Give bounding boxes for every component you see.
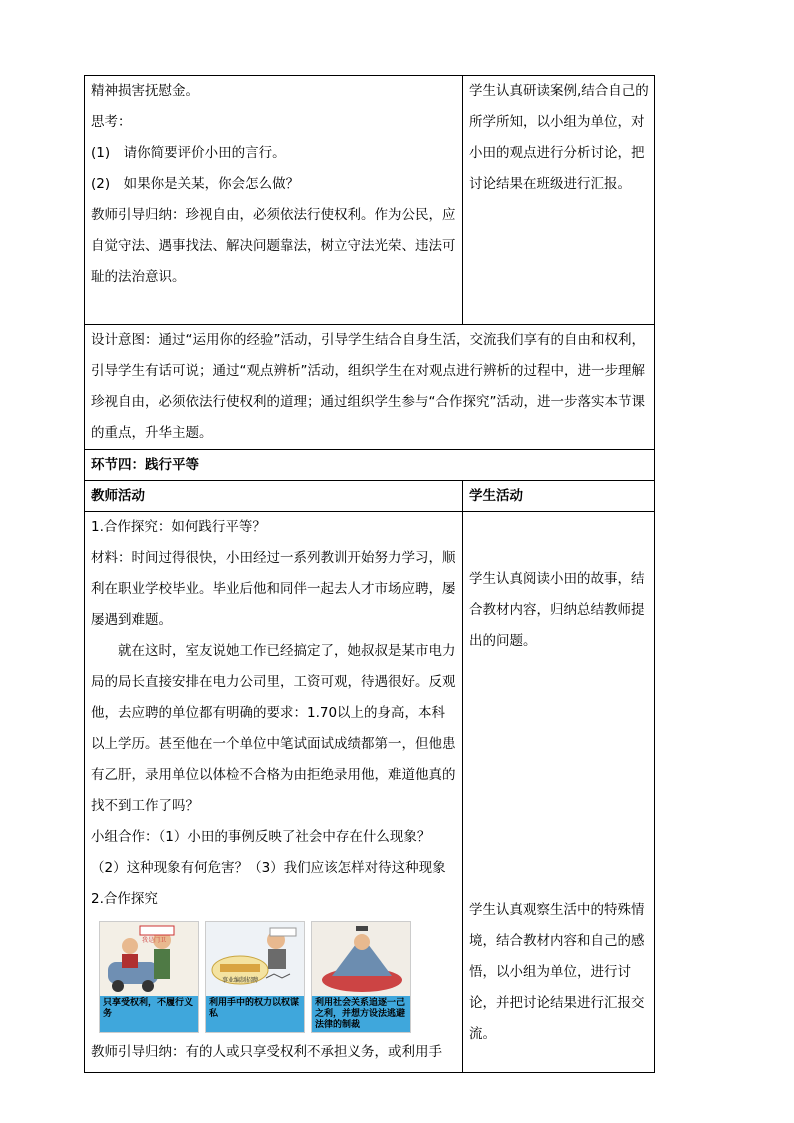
teacher-cell-freedom [85, 76, 463, 325]
section-title: 环节四：践行平等 [85, 450, 655, 481]
cartoon-image-1 [99, 921, 199, 1033]
text-line: 精神损害抚慰金。 [91, 83, 199, 99]
text-line: 材料：时间过得很快，小田经过一系列教训开始努力学习，顺利在职业学校毕业。毕业后他和同伴一起去人才市场应聘，屡屡遇到难题。 [91, 550, 456, 628]
cartoon-sign: 事业编制招聘 [222, 977, 259, 984]
lesson-table [84, 75, 655, 1073]
text-line: 学生认真研读案例,结合自己的所学所知，以小组为单位，对小田的观点进行分析讨论，把讨论结果在班级进行汇报。 [469, 83, 649, 192]
design-intent-text: 设计意图：通过“运用你的经验”活动，引导学生结合自身生活，交流我们享有的自由和权利，引导学生有话可说；通过“观点辨析”活动，组织学生在对观点进行辨析的过程中，进一步理解珍视自由，必须依法行使权利的道理；通过组织学生参与“合作探究”活动，进一步落实本节课的重点，升华主题。 [91, 332, 645, 441]
student-cell-equality [463, 512, 655, 1073]
cartoon-caption: 利用社会关系追逐一己之利，并想方设法逃避法律的制裁 [312, 996, 410, 1032]
row-headers [85, 481, 655, 512]
row-section-title [85, 450, 655, 481]
cartoon-strip [99, 921, 458, 1033]
text-line: 学生认真阅读小田的故事，结合教材内容，归纳总结教师提出的问题。 [469, 571, 645, 649]
text-line: 思考： [91, 114, 132, 130]
text-line: 教师引导归纳：有的人或只享受权利不承担义务，或利用手 [91, 1044, 442, 1060]
text-line: 教师引导归纳：珍视自由，必须依法行使权利。作为公民，应自觉守法、遇事找法、解决问题靠法，树立守法光荣、违法可耻的法治意识。 [91, 207, 456, 285]
text-line: (1) 请你简要评价小田的言行。 [91, 145, 286, 161]
design-intent-cell [85, 325, 655, 450]
text-line: 1.合作探究：如何践行平等？ [91, 519, 266, 535]
row-freedom [85, 76, 655, 325]
header-teacher: 教师活动 [85, 481, 463, 512]
row-design-intent [85, 325, 655, 450]
cartoon-caption: 利用手中的权力以权谋私 [206, 996, 304, 1032]
cartoon-sign: 我是门卫 [142, 937, 167, 944]
header-student: 学生活动 [463, 481, 655, 512]
text-line: 学生认真观察生活中的特殊情境，结合教材内容和自己的感悟，以小组为单位，进行讨论，并把讨论结果进行汇报交流。 [469, 902, 645, 1042]
text-line: 2.合作探究 [91, 891, 158, 907]
student-cell-freedom [463, 76, 655, 325]
text-line: (2) 如果你是关某，你会怎么做？ [91, 176, 300, 192]
row-equality [85, 512, 655, 1073]
cartoon-caption: 只享受权利，不履行义务 [100, 996, 198, 1032]
text-line: 小组合作：（1）小田的事例反映了社会中存在什么现象？（2）这种现象有何危害？（3）我们应该怎样对待这种现象 [91, 829, 446, 876]
teacher-cell-equality [85, 512, 463, 1073]
cartoon-image-2 [205, 921, 305, 1033]
cartoon-image-3 [311, 921, 411, 1033]
text-line: 就在这时，室友说她工作已经搞定了，她叔叔是某市电力局的局长直接安排在电力公司里，工资可观，待遇很好。反观他，去应聘的单位都有明确的要求：1.70以上的身高，本科以上学历。甚至他在一个单位中笔试面试成绩都第一，但他患有乙肝，录用单位以体检不合格为由拒绝录用他，难道他真的找不到工作了吗？ [91, 643, 456, 814]
